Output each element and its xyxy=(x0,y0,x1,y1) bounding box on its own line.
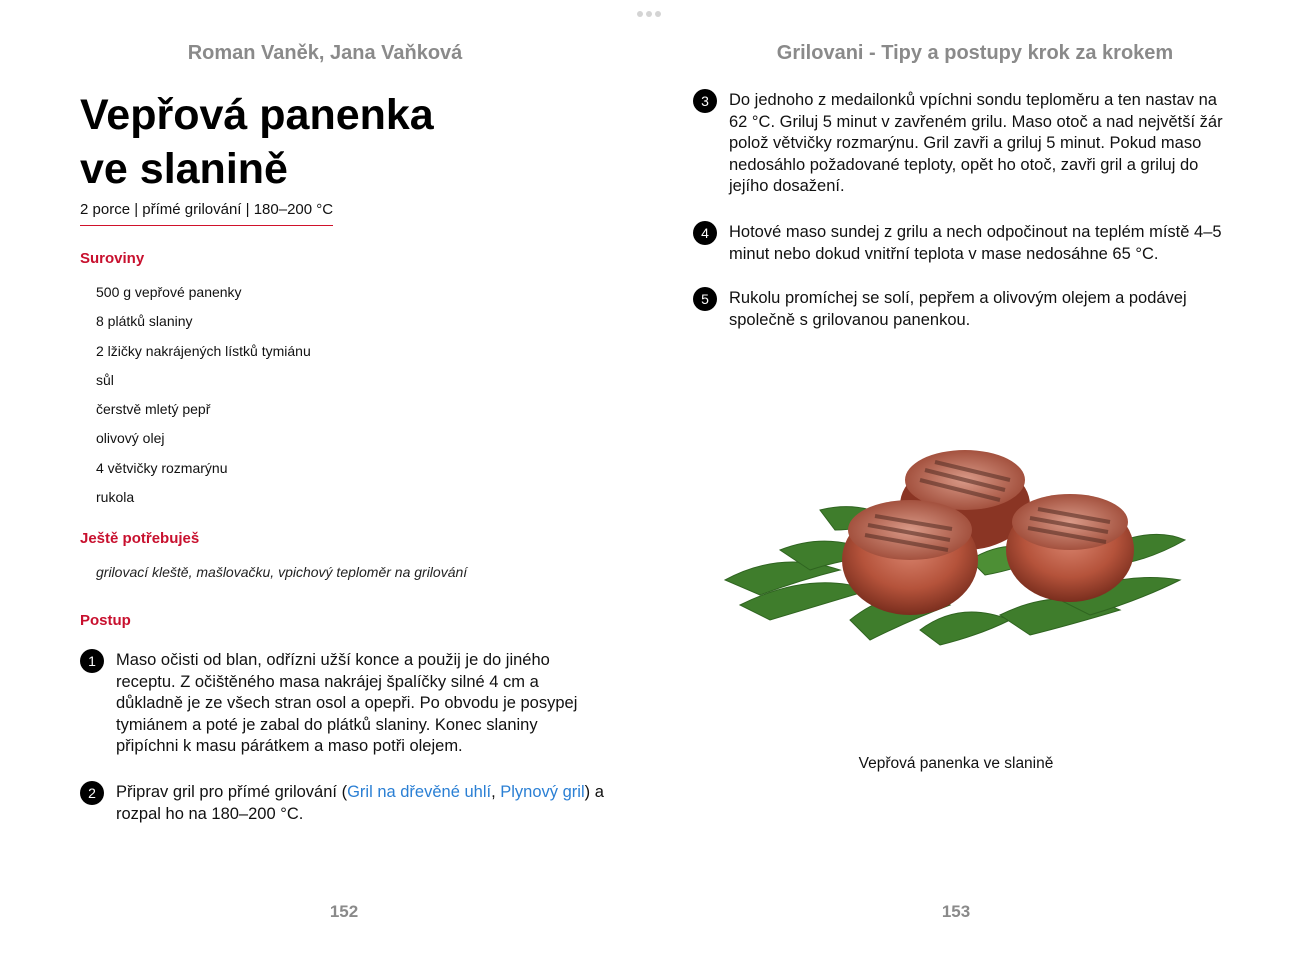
link-gas-grill[interactable]: Plynový gril xyxy=(500,783,585,801)
ingredient-item: olivový olej xyxy=(96,430,165,447)
step-number-badge: 5 xyxy=(693,287,717,311)
ingredient-item: 4 větvičky rozmarýnu xyxy=(96,459,228,476)
ingredient-item: 8 plátků slaniny xyxy=(96,313,193,330)
ingredients-heading: Suroviny xyxy=(80,250,145,267)
step-1 xyxy=(80,650,580,758)
ingredient-item: čerstvě mletý pepř xyxy=(96,401,211,418)
recipe-title-line-1: Vepřová panenka xyxy=(80,91,434,139)
tools-heading: Ještě potřebuješ xyxy=(80,530,200,547)
step-3 xyxy=(693,90,1223,198)
ingredient-item: 500 g vepřové panenky xyxy=(96,284,242,300)
step-number-badge: 4 xyxy=(693,221,717,245)
step-text-part: , xyxy=(491,783,501,801)
tools-text: grilovací kleště, mašlovačku, vpichový teploměr na grilování xyxy=(96,564,468,580)
running-header-authors: Roman Vaněk, Jana Vaňková xyxy=(187,42,463,64)
step-text: Maso očisti od blan, odřízni užší konce a použij je do jiného receptu. Z očištěného masa nakrájej špalíčky silné 4 cm a důkladně je ze všech stran osol a opepři. Po obvodu je posypej tymiánem a poté je zabal do plátků slaniny. Konec slaniny připíchni k masu párátkem a maso potři olejem. xyxy=(116,651,578,756)
ingredient-item: sůl xyxy=(96,371,114,388)
page-number-left: 152 xyxy=(329,902,359,921)
running-header-book-title: Grilovani - Tipy a postupy krok za krokem xyxy=(776,42,1174,64)
recipe-photo xyxy=(720,430,1190,660)
step-text: Do jednoho z medailonků vpíchni sondu teploměru a ten nastav na 62 °C. Griluj 5 minut v zavřeném grilu. Maso otoč a nad největší žár polož větvičky rozmarýnu. Gril zavři a griluj 5 minut. Pokud maso nedosáhlo požadované teploty, opět ho otoč, zavři gril a griluj do jejího dosažení. xyxy=(729,91,1223,196)
recipe-title xyxy=(80,88,600,196)
step-text: Rukolu promíchej se solí, pepřem a olivovým olejem a podávej společně s grilovanou panenkou. xyxy=(729,289,1187,329)
meat-medallion-right xyxy=(1006,494,1134,602)
step-2 xyxy=(80,782,620,825)
step-number-badge: 2 xyxy=(80,781,104,805)
window-handle-dots[interactable] xyxy=(637,11,661,17)
step-5 xyxy=(693,288,1223,331)
meat-medallion-left xyxy=(842,500,978,615)
ingredients-list xyxy=(96,283,311,517)
step-text: Hotové maso sundej z grilu a nech odpočinout na teplém místě 4–5 minut nebo dokud vnitřní teplota v mase nedosáhne 65 °C. xyxy=(729,223,1222,263)
recipe-title-line-2: ve slanině xyxy=(80,145,288,193)
ingredient-item: 2 lžičky nakrájených lístků tymiánu xyxy=(96,342,311,359)
link-charcoal-grill[interactable]: Gril na dřevěné uhlí xyxy=(347,783,492,801)
step-text-part: ) a rozpal ho na 180–200 °C. xyxy=(116,783,604,823)
page-number-right: 153 xyxy=(941,902,971,921)
ingredient-item: rukola xyxy=(96,489,135,506)
step-4 xyxy=(693,222,1223,265)
step-text-part: Připrav gril pro přímé grilování ( xyxy=(116,783,348,801)
steps-heading: Postup xyxy=(80,612,131,629)
step-number-badge: 1 xyxy=(80,649,104,673)
recipe-meta: 2 porce | přímé grilování | 180–200 °C xyxy=(80,201,333,226)
step-number-badge: 3 xyxy=(693,89,717,113)
photo-caption: Vepřová panenka ve slanině xyxy=(858,755,1054,772)
step-text xyxy=(116,782,620,825)
